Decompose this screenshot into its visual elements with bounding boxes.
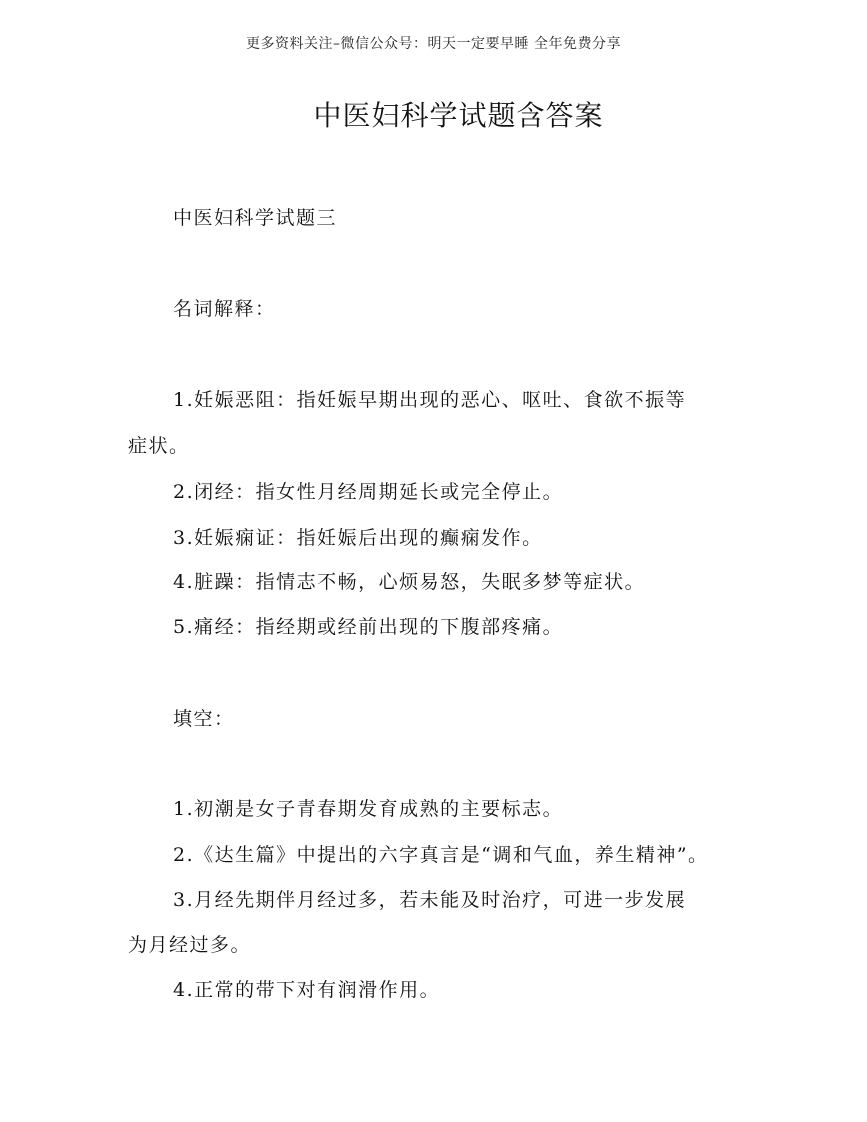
fill-item-3-line2: 为月经过多。	[128, 934, 252, 956]
page-title: 中医妇科学试题含答案	[313, 99, 604, 132]
term-item-5: 5.痛经：指经期或经前出现的下腹部疼痛。	[173, 616, 564, 638]
fill-item-4: 4.正常的带下对有润滑作用。	[173, 979, 441, 1001]
section-heading-terms: 名词解释：	[173, 298, 276, 320]
fill-item-2: 2.《达生篇》中提出的六字真言是“调和气血，养生精神”。	[173, 844, 709, 866]
term-item-3: 3.妊娠痫证：指妊娠后出现的癫痫发作。	[173, 527, 543, 549]
term-item-2: 2.闭经：指女性月经周期延长或完全停止。	[173, 481, 564, 503]
header-note: 更多资料关注–微信公众号：明天一定要早睡 全年免费分享	[246, 36, 621, 52]
fill-item-3-line1: 3.月经先期伴月经过多，若未能及时治疗，可进一步发展	[173, 889, 687, 911]
fill-item-1: 1.初潮是女子青春期发育成熟的主要标志。	[173, 798, 564, 820]
section-heading-fill: 填空：	[173, 708, 235, 730]
term-item-1-line1: 1.妊娠恶阻：指妊娠早期出现的恶心、呕吐、食欲不振等	[173, 389, 687, 411]
term-item-4: 4.脏躁：指情志不畅，心烦易怒，失眠多梦等症状。	[173, 571, 646, 593]
term-item-1-line2: 症状。	[128, 435, 190, 457]
subtitle: 中医妇科学试题三	[173, 207, 338, 229]
